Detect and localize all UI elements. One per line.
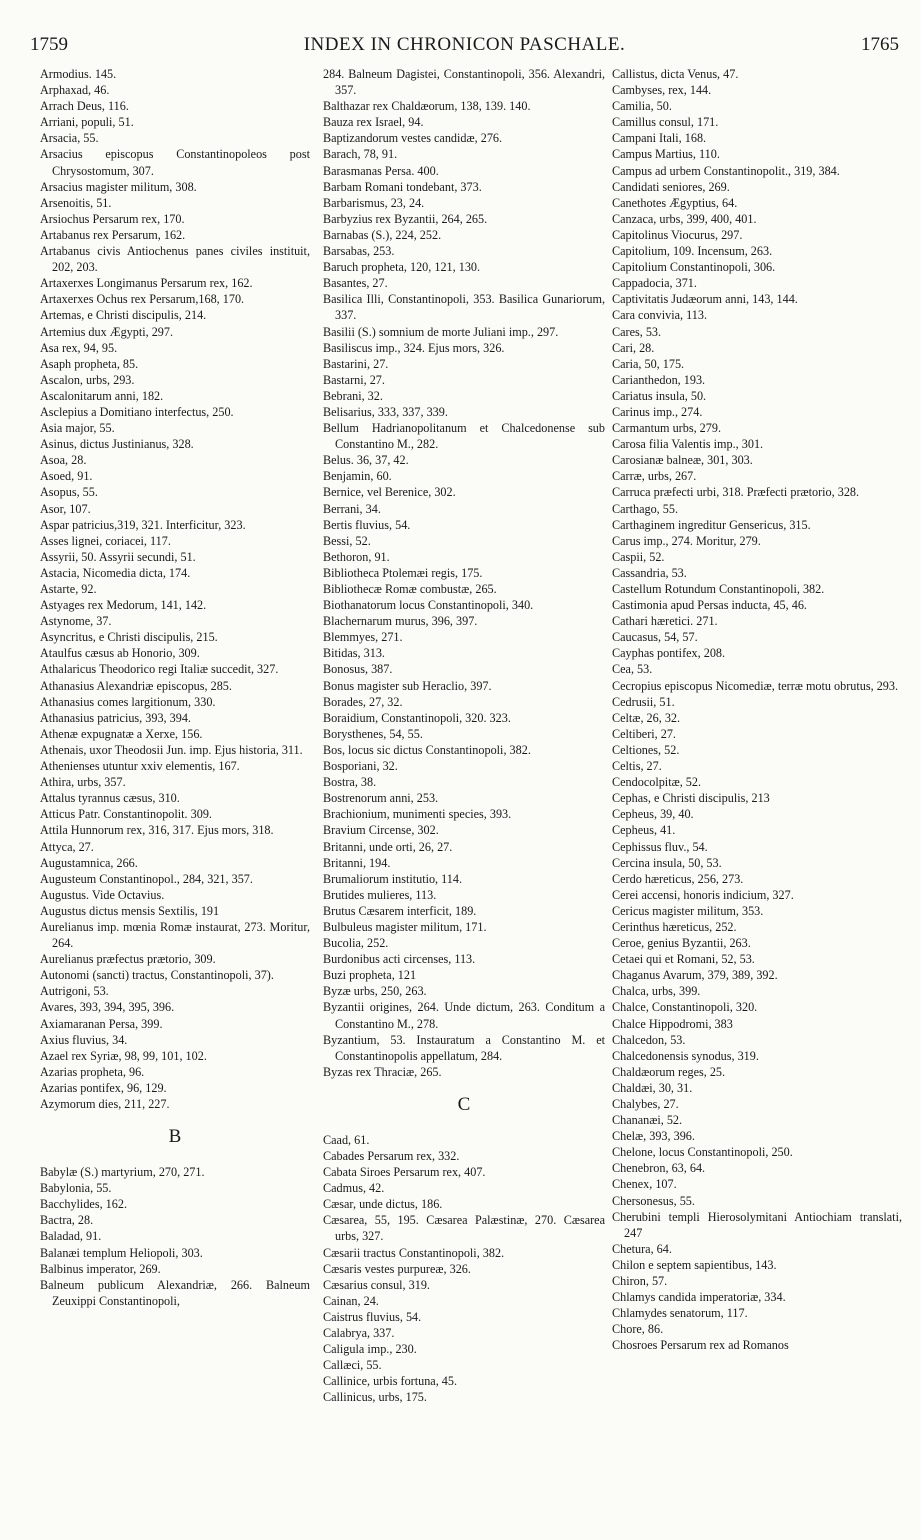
index-entry: Cæsaris vestes purpureæ, 326. — [323, 1261, 471, 1276]
index-entry: Atticus Patr. Constantinopolit. 309. — [40, 807, 212, 822]
index-entry: Carus imp., 274. Moritur, 279. — [612, 533, 761, 548]
page-header — [30, 34, 899, 58]
index-entry: Artaxerxes Ochus rex Persarum,168, 170. — [40, 292, 245, 307]
index-entry: Cariatus insula, 50. — [612, 388, 707, 403]
index-entry: Borysthenes, 54, 55. — [323, 726, 423, 741]
index-entry: Basiliscus imp., 324. Ejus mors, 326. — [323, 340, 505, 355]
index-entry: Balanæi templum Heliopoli, 303. — [40, 1245, 203, 1260]
entries-b-continued — [323, 66, 605, 1080]
index-entry: Barbam Romani tondebant, 373. — [323, 179, 482, 194]
index-entry: Artaxerxes Longimanus Persarum rex, 162. — [40, 276, 253, 291]
index-entry: Babylonia, 55. — [40, 1181, 112, 1196]
index-entry: Caria, 50, 175. — [612, 356, 685, 371]
index-entry: Basantes, 27. — [323, 276, 388, 291]
index-entry: Bessi, 52. — [323, 533, 371, 548]
index-entry: Chalce Hippodromi, 383 — [612, 1016, 733, 1031]
index-entry: Bulbuleus magister militum, 171. — [323, 919, 487, 934]
index-entry: Caad, 61. — [323, 1132, 370, 1147]
index-entry: Chlamys candida imperatoriæ, 334. — [612, 1290, 786, 1305]
index-entry: Aspar patricius,319, 321. Interficitur, 323. — [40, 517, 246, 532]
index-entry: Artabanus civis Antiochenus panes civiles instituit, 202, 203. — [40, 244, 310, 275]
index-entry: Candidati seniores, 269. — [612, 179, 730, 194]
index-entry: Asopus, 55. — [40, 485, 98, 500]
index-entry: Barnabas (S.), 224, 252. — [323, 227, 442, 242]
index-entry: Bonosus, 387. — [323, 662, 393, 677]
entries-c — [323, 1132, 605, 1406]
index-entry: Athenæ expugnatæ a Xerxe, 156. — [40, 726, 203, 741]
index-entry: Cecropius episcopus Nicomediæ, terræ motu obrutus, 293. — [612, 678, 899, 693]
index-entry: Chiron, 57. — [612, 1274, 668, 1289]
index-entry: Arsacius episcopus Constantinopoleos post Chrysostomum, 307. — [40, 147, 310, 178]
index-entry: Cæsar, unde dictus, 186. — [323, 1197, 443, 1212]
index-entry: Buzi propheta, 121 — [323, 968, 417, 983]
index-entry: Asyncritus, e Christi discipulis, 215. — [40, 630, 218, 645]
index-entry: Arriani, populi, 51. — [40, 115, 134, 130]
index-entry: Balthazar rex Chaldæorum, 138, 139. 140. — [323, 99, 531, 114]
index-entry: Asia major, 55. — [40, 421, 115, 436]
index-entry: Camilia, 50. — [612, 99, 672, 114]
index-entry: Bos, locus sic dictus Constantinopoli, 382. — [323, 742, 531, 757]
index-entry: Britanni, 194. — [323, 855, 391, 870]
index-entry: Armodius. 145. — [40, 67, 117, 81]
index-entry: Bibliothecæ Romæ combustæ, 265. — [323, 582, 497, 596]
index-entry: Babylæ (S.) martyrium, 270, 271. — [40, 1165, 205, 1180]
index-entry: Cainan, 24. — [323, 1293, 379, 1308]
index-entry: 284. Balneum Dagistei, Constantinopoli, 356. Alexandri, 357. — [323, 67, 605, 98]
index-entry: Bauza rex Israel, 94. — [323, 115, 424, 130]
index-entry: Bacchylides, 162. — [40, 1197, 127, 1212]
index-entry: Canzaca, urbs, 399, 400, 401. — [612, 211, 757, 226]
index-entry: Cabades Persarum rex, 332. — [323, 1149, 460, 1163]
index-entry: Augusteum Constantinopol., 284, 321, 357. — [40, 871, 253, 886]
index-entry: Autrigoni, 53. — [40, 984, 109, 999]
index-entry: Caucasus, 54, 57. — [612, 630, 698, 645]
index-entry: Bertis fluvius, 54. — [323, 517, 411, 532]
index-entry: Augustamnica, 266. — [40, 855, 138, 870]
index-entry: Barasmanas Persa. 400. — [323, 163, 439, 178]
index-entry: Barbyzius rex Byzantii, 264, 265. — [323, 211, 488, 226]
index-entry: Assyrii, 50. Assyrii secundi, 51. — [40, 549, 196, 564]
index-entry: Bastarini, 27. — [323, 356, 389, 371]
index-entry: Cerinthus hæreticus, 252. — [612, 919, 737, 934]
index-entry: Byzas rex Thraciæ, 265. — [323, 1064, 442, 1079]
index-entry: Bernice, vel Berenice, 302. — [323, 485, 456, 500]
index-entry: Artemius dux Ægypti, 297. — [40, 324, 174, 339]
entries-c-continued — [612, 66, 902, 1354]
index-entry: Bibliotheca Ptolemæi regis, 175. — [323, 565, 483, 580]
index-entry: Asoed, 91. — [40, 469, 93, 484]
index-entry: Arsacia, 55. — [40, 131, 99, 146]
index-entry: Aurelianus præfectus prætorio, 309. — [40, 952, 216, 967]
index-entry: Chalcedonensis synodus, 319. — [612, 1048, 759, 1063]
index-entry: Cari, 28. — [612, 340, 655, 355]
index-entry: Ascalonitarum anni, 182. — [40, 388, 164, 403]
index-entry: Baptizandorum vestes candidæ, 276. — [323, 131, 503, 146]
index-entry: Athanasius comes largitionum, 330. — [40, 694, 216, 709]
entries-b — [40, 1164, 310, 1309]
index-entry: Cepheus, 41. — [612, 823, 676, 838]
index-entry: Bostrenorum anni, 253. — [323, 791, 439, 806]
index-entry: Cea, 53. — [612, 662, 653, 677]
index-entry: Belus. 36, 37, 42. — [323, 453, 409, 468]
index-entry: Ataulfus cæsus ab Honorio, 309. — [40, 646, 200, 661]
index-entry: Chalce, Constantinopoli, 320. — [612, 1000, 758, 1015]
index-entry: Azael rex Syriæ, 98, 99, 101, 102. — [40, 1048, 207, 1063]
index-entry: Chalybes, 27. — [612, 1097, 679, 1111]
index-entry: Carosianæ balneæ, 301, 303. — [612, 453, 753, 468]
index-entry: Byzantium, 53. Instauratum a Constantino M. et Constantinopolis appellatum, 284. — [323, 1032, 605, 1063]
index-entry: Chilon e septem sapientibus, 143. — [612, 1257, 777, 1272]
index-entry: Berrani, 34. — [323, 501, 381, 516]
index-entry: Cetaei qui et Romani, 52, 53. — [612, 952, 755, 967]
index-entry: Bactra, 28. — [40, 1213, 94, 1228]
page-number-left: 1759 — [30, 34, 68, 55]
index-entry: Boraidium, Constantinopoli, 320. 323. — [323, 710, 511, 725]
index-entry: Azymorum dies, 211, 227. — [40, 1097, 170, 1111]
index-entry: Britanni, unde orti, 26, 27. — [323, 839, 453, 854]
index-entry: Brachionium, munimenti species, 393. — [323, 807, 512, 822]
index-entry: Celtiones, 52. — [612, 742, 680, 757]
index-entry: Celtis, 27. — [612, 759, 662, 774]
index-entry: Arsacius magister militum, 308. — [40, 179, 197, 194]
index-entry: Balbinus imperator, 269. — [40, 1261, 161, 1276]
index-entry: Campus Martius, 110. — [612, 147, 720, 162]
index-entry: Burdonibus acti circenses, 113. — [323, 952, 476, 967]
index-entry: Cappadocia, 371. — [612, 276, 697, 291]
index-entry: Camillus consul, 171. — [612, 115, 719, 130]
index-entry: Augustus dictus mensis Sextilis, 191 — [40, 903, 220, 918]
index-entry: Calabrya, 337. — [323, 1326, 395, 1341]
index-entry: Chaldæorum reges, 25. — [612, 1064, 726, 1079]
index-entry: Cephissus fluv., 54. — [612, 839, 708, 854]
index-entry: Athenienses utuntur xxiv elementis, 167. — [40, 759, 240, 774]
index-entry: Celtæ, 26, 32. — [612, 710, 681, 725]
index-entry: Callinice, urbis fortuna, 45. — [323, 1374, 458, 1389]
index-entry: Carianthedon, 193. — [612, 372, 706, 387]
index-entry: Athira, urbs, 357. — [40, 775, 126, 790]
index-entry: Chore, 86. — [612, 1322, 664, 1337]
index-column-3 — [612, 66, 902, 1354]
index-entry: Aurelianus imp. mœnia Romæ instaurat, 273. Moritur, 264. — [40, 919, 310, 951]
index-entry: Athalaricus Theodorico regi Italiæ succedit, 327. — [40, 662, 279, 677]
index-entry: Asinus, dictus Justinianus, 328. — [40, 437, 194, 452]
index-entry: Asoa, 28. — [40, 453, 87, 468]
index-entry: Cabata Siroes Persarum rex, 407. — [323, 1165, 486, 1180]
page-number-right: 1765 — [861, 34, 899, 55]
index-entry: Cerei accensi, honoris indicium, 327. — [612, 887, 794, 902]
index-entry: Chalca, urbs, 399. — [612, 984, 701, 999]
index-entry: Bonus magister sub Heraclio, 397. — [323, 678, 492, 693]
index-entry: Axius fluvius, 34. — [40, 1032, 128, 1047]
entries-a — [40, 66, 310, 1112]
index-entry: Basilii (S.) somnium de morte Juliani imp., 297. — [323, 324, 559, 339]
index-entry: Autonomi (sancti) tractus, Constantinopoli, 37). — [40, 968, 274, 983]
index-entry: Bebrani, 32. — [323, 388, 383, 403]
index-entry: Barsabas, 253. — [323, 244, 395, 259]
index-entry: Caistrus fluvius, 54. — [323, 1309, 422, 1324]
index-column-2 — [323, 66, 605, 1406]
index-entry: Cerdo hæreticus, 256, 273. — [612, 871, 744, 886]
index-entry: Ceroe, genius Byzantii, 263. — [612, 936, 751, 951]
index-entry: Arsenoitis, 51. — [40, 195, 112, 210]
index-entry: Asaph propheta, 85. — [40, 356, 139, 371]
index-entry: Cæsarii tractus Constantinopoli, 382. — [323, 1245, 505, 1260]
index-entry: Callinicus, urbs, 175. — [323, 1390, 427, 1405]
index-entry: Blemmyes, 271. — [323, 630, 403, 645]
page-title: INDEX IN CHRONICON PASCHALE. — [303, 34, 626, 55]
index-entry: Carruca præfecti urbi, 318. Præfecti prætorio, 328. — [612, 485, 860, 500]
index-entry: Carinus imp., 274. — [612, 404, 703, 419]
index-entry: Asses lignei, coriacei, 117. — [40, 533, 171, 548]
index-entry: Brumaliorum institutio, 114. — [323, 871, 463, 886]
index-entry: Attalus tyrannus cæsus, 310. — [40, 791, 180, 806]
index-entry: Cares, 53. — [612, 324, 662, 339]
index-entry: Campus ad urbem Constantinopolit., 319, 384. — [612, 163, 840, 178]
index-entry: Balneum publicum Alexandriæ, 266. Balneum Zeuxippi Constantinopoli, — [40, 1277, 310, 1308]
index-entry: Chaldæi, 30, 31. — [612, 1080, 693, 1095]
index-entry: Athenais, uxor Theodosii Jun. imp. Ejus historia, 311. — [40, 742, 303, 757]
index-entry: Captivitatis Judæorum anni, 143, 144. — [612, 292, 798, 307]
index-entry: Castimonia apud Persas inducta, 45, 46. — [612, 598, 807, 613]
index-entry: Bitidas, 313. — [323, 646, 385, 661]
index-entry: Chenex, 107. — [612, 1177, 677, 1192]
index-entry: Chlamydes senatorum, 117. — [612, 1306, 748, 1321]
index-entry: Astyages rex Medorum, 141, 142. — [40, 598, 207, 613]
index-entry: Chalcedon, 53. — [612, 1032, 686, 1047]
section-letter-c: C — [457, 1093, 471, 1115]
index-entry: Bethoron, 91. — [323, 549, 390, 564]
index-entry: Chelæ, 393, 396. — [612, 1129, 695, 1144]
index-entry: Attila Hunnorum rex, 316, 317. Ejus mors, 318. — [40, 823, 274, 838]
index-entry: Azarias pontifex, 96, 129. — [40, 1080, 167, 1095]
index-entry: Chananæi, 52. — [612, 1113, 683, 1128]
index-entry: Cericus magister militum, 353. — [612, 903, 764, 918]
index-entry: Cathari hæretici. 271. — [612, 614, 718, 629]
index-entry: Brutus Cæsarem interficit, 189. — [323, 903, 477, 918]
index-entry: Chersonesus, 55. — [612, 1193, 695, 1208]
index-entry: Axiamaranan Persa, 399. — [40, 1016, 163, 1031]
index-entry: Biothanatorum locus Constantinopoli, 340. — [323, 598, 534, 613]
index-entry: Chenebron, 63, 64. — [612, 1161, 706, 1176]
index-entry: Azarias propheta, 96. — [40, 1064, 145, 1079]
index-entry: Bucolia, 252. — [323, 936, 389, 951]
index-entry: Brutides mulieres, 113. — [323, 887, 437, 902]
index-entry: Avares, 393, 394, 395, 396. — [40, 1000, 175, 1015]
index-entry: Artemas, e Christi discipulis, 214. — [40, 308, 207, 323]
index-entry: Baruch propheta, 120, 121, 130. — [323, 260, 481, 275]
index-entry: Artabanus rex Persarum, 162. — [40, 227, 186, 242]
index-entry: Cæsarius consul, 319. — [323, 1277, 430, 1292]
index-entry: Asa rex, 94, 95. — [40, 340, 118, 355]
index-entry: Chaganus Avarum, 379, 389, 392. — [612, 968, 778, 983]
index-entry: Benjamin, 60. — [323, 469, 392, 484]
index-entry: Byzæ urbs, 250, 263. — [323, 984, 427, 999]
index-entry: Bostra, 38. — [323, 775, 377, 790]
index-entry: Cæsarea, 55, 195. Cæsarea Palæstinæ, 270. Cæsarea urbs, 327. — [323, 1213, 605, 1244]
index-entry: Capitolium, 109. Incensum, 263. — [612, 244, 773, 259]
index-entry: Cercina insula, 50, 53. — [612, 855, 722, 870]
index-entry: Carmantum urbs, 279. — [612, 421, 721, 436]
index-entry: Chosroes Persarum rex ad Romanos — [612, 1338, 789, 1353]
index-entry: Athanasius patricius, 393, 394. — [40, 710, 191, 725]
index-entry: Augustus. Vide Octavius. — [40, 887, 165, 902]
index-entry: Caligula imp., 230. — [323, 1342, 417, 1357]
index-entry: Capitolinus Viocurus, 297. — [612, 227, 743, 242]
index-entry: Bastarni, 27. — [323, 372, 385, 387]
index-entry: Callæci, 55. — [323, 1358, 382, 1373]
index-entry: Chetura, 64. — [612, 1241, 672, 1256]
index-entry: Baladad, 91. — [40, 1229, 102, 1244]
index-entry: Chelone, locus Constantinopoli, 250. — [612, 1145, 793, 1160]
index-entry: Cephas, e Christi discipulis, 213 — [612, 791, 770, 806]
index-entry: Basilica Illi, Constantinopoli, 353. Basilica Gunariorum, 337. — [323, 292, 605, 323]
index-entry: Attyca, 27. — [40, 839, 94, 854]
index-entry: Callistus, dicta Venus, 47. — [612, 67, 739, 81]
index-entry: Castellum Rotundum Constantinopoli, 382. — [612, 582, 825, 596]
index-entry: Cherubini templi Hierosolymitani Antiochiam translati, 247 — [612, 1209, 902, 1240]
index-entry: Celtiberi, 27. — [612, 726, 676, 741]
index-entry: Cadmus, 42. — [323, 1181, 385, 1196]
index-entry: Borades, 27, 32. — [323, 694, 403, 709]
index-entry: Carræ, urbs, 267. — [612, 469, 697, 484]
index-entry: Bravium Circense, 302. — [323, 823, 439, 838]
index-entry: Athanasius Alexandriæ episcopus, 285. — [40, 678, 232, 693]
index-entry: Barbarismus, 23, 24. — [323, 195, 425, 210]
index-entry: Carthago, 55. — [612, 501, 679, 516]
index-entry: Caspii, 52. — [612, 549, 665, 564]
index-entry: Asclepius a Domitiano interfectus, 250. — [40, 404, 234, 419]
index-column-1 — [40, 66, 310, 1309]
index-entry: Arrach Deus, 116. — [40, 99, 129, 114]
index-entry: Carosa filia Valentis imp., 301. — [612, 437, 764, 452]
index-entry: Campani Itali, 168. — [612, 131, 707, 146]
index-entry: Capitolium Constantinopoli, 306. — [612, 260, 776, 275]
index-entry: Cendocolpitæ, 52. — [612, 775, 702, 790]
index-entry: Astynome, 37. — [40, 614, 112, 629]
index-entry: Byzantii origines, 264. Unde dictum, 263. Conditum a Constantino M., 278. — [323, 1000, 605, 1031]
index-entry: Astarte, 92. — [40, 582, 97, 596]
index-entry: Barach, 78, 91. — [323, 147, 398, 162]
index-entry: Arsiochus Persarum rex, 170. — [40, 211, 185, 226]
section-letter-b: B — [168, 1126, 182, 1148]
index-entry: Ascalon, urbs, 293. — [40, 372, 135, 387]
index-entry: Bellum Hadrianopolitanum et Chalcedonense sub Constantino M., 282. — [323, 421, 605, 452]
index-entry: Blachernarum murus, 396, 397. — [323, 614, 478, 629]
index-entry: Arphaxad, 46. — [40, 83, 110, 98]
index-entry: Cayphas pontifex, 208. — [612, 646, 726, 661]
index-entry: Cara convivia, 113. — [612, 308, 707, 323]
index-entry: Cepheus, 39, 40. — [612, 807, 694, 822]
index-entry: Astacia, Nicomedia dicta, 174. — [40, 565, 191, 580]
index-entry: Carthaginem ingreditur Gensericus, 315. — [612, 517, 811, 532]
index-entry: Belisarius, 333, 337, 339. — [323, 404, 448, 419]
index-entry: Cedrusii, 51. — [612, 694, 675, 709]
index-entry: Cambyses, rex, 144. — [612, 83, 712, 98]
index-entry: Cassandria, 53. — [612, 565, 687, 580]
index-entry: Canethotes Ægyptius, 64. — [612, 195, 738, 210]
index-entry: Asor, 107. — [40, 501, 91, 516]
index-entry: Bosporiani, 32. — [323, 759, 398, 774]
